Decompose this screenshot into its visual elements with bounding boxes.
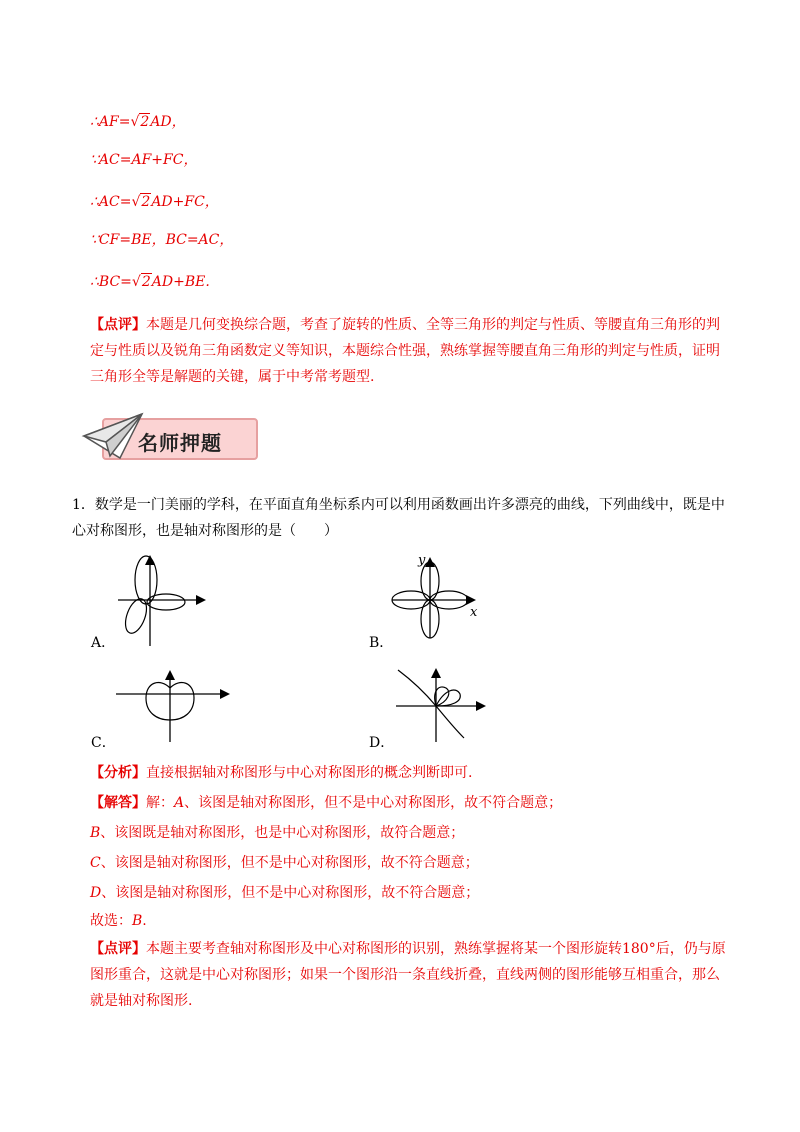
banner-title: 名师押题 <box>138 431 222 455</box>
figure-a <box>110 550 220 650</box>
figure-d <box>392 662 502 744</box>
solution-line-b: B、该图既是轴对称图形，也是中心对称图形，故符合题意； <box>90 825 465 841</box>
proof-text: ∴AF= <box>90 114 131 130</box>
section-banner <box>80 408 270 466</box>
option-b-label: B． <box>369 635 394 651</box>
question-1 <box>72 492 732 544</box>
proof-line-4: ∵CF=BE，BC=AC， <box>90 232 234 248</box>
sqrt-symbol: √2 <box>131 194 151 210</box>
option-d-label: D． <box>369 735 395 751</box>
review-paragraph-2: 【点评】本题主要考查轴对称图形及中心对称图形的识别，熟练掌握将某一个图形旋转180°后，仍与原图形重合，这就是中心对称图形；如果一个图形沿一条直线折叠，直线两侧的图形能够互相重合，那么就是轴对称图形. <box>90 941 726 1009</box>
proof-line-2: ∵AC=AF+FC， <box>90 152 198 168</box>
analysis-paragraph: 【分析】直接根据轴对称图形与中心对称图形的概念判断即可. <box>90 765 473 781</box>
option-a-label: A． <box>91 635 116 651</box>
solution-line-d: D、该图是轴对称图形，但不是中心对称图形，故不符合题意； <box>90 885 480 901</box>
figure-c <box>110 664 240 746</box>
solution-header: 【解答】解：A、该图是轴对称图形，但不是中心对称图形，故不符合题意； <box>90 795 563 811</box>
sqrt-symbol: √2 <box>131 274 151 290</box>
question-number: 1． <box>72 497 95 513</box>
solution-line-c: C、该图是轴对称图形，但不是中心对称图形，故不符合题意； <box>90 855 479 871</box>
solution-choice: 故选：B. <box>90 913 147 929</box>
option-c-label: C． <box>91 735 116 751</box>
proof-line-3: ∴AC=√2AD+FC， <box>90 194 219 210</box>
proof-line-1: ∴AF=√2AD， <box>90 114 186 130</box>
proof-line-5: ∴BC=√2AD+BE. <box>90 274 210 290</box>
figure-b <box>388 548 488 640</box>
review-paragraph-1: 【点评】本题是几何变换综合题，考查了旋转的性质、全等三角形的判定与性质、等腰直角三角形的判定与性质以及锐角三角函数定义等知识，本题综合性强，熟练掌握等腰直角三角形的判定与性质，证明三角形全等是解题的关键，属于中考常考题型. <box>90 317 720 385</box>
question-text: 数学是一门美丽的学科，在平面直角坐标系内可以利用函数画出许多漂亮的曲线，下列曲线中，既是中心对称图形，也是轴对称图形的是（ ） <box>72 497 725 539</box>
x-axis-label: x <box>470 605 478 620</box>
sqrt-symbol: √2 <box>130 114 150 130</box>
y-axis-label: y <box>418 553 426 568</box>
